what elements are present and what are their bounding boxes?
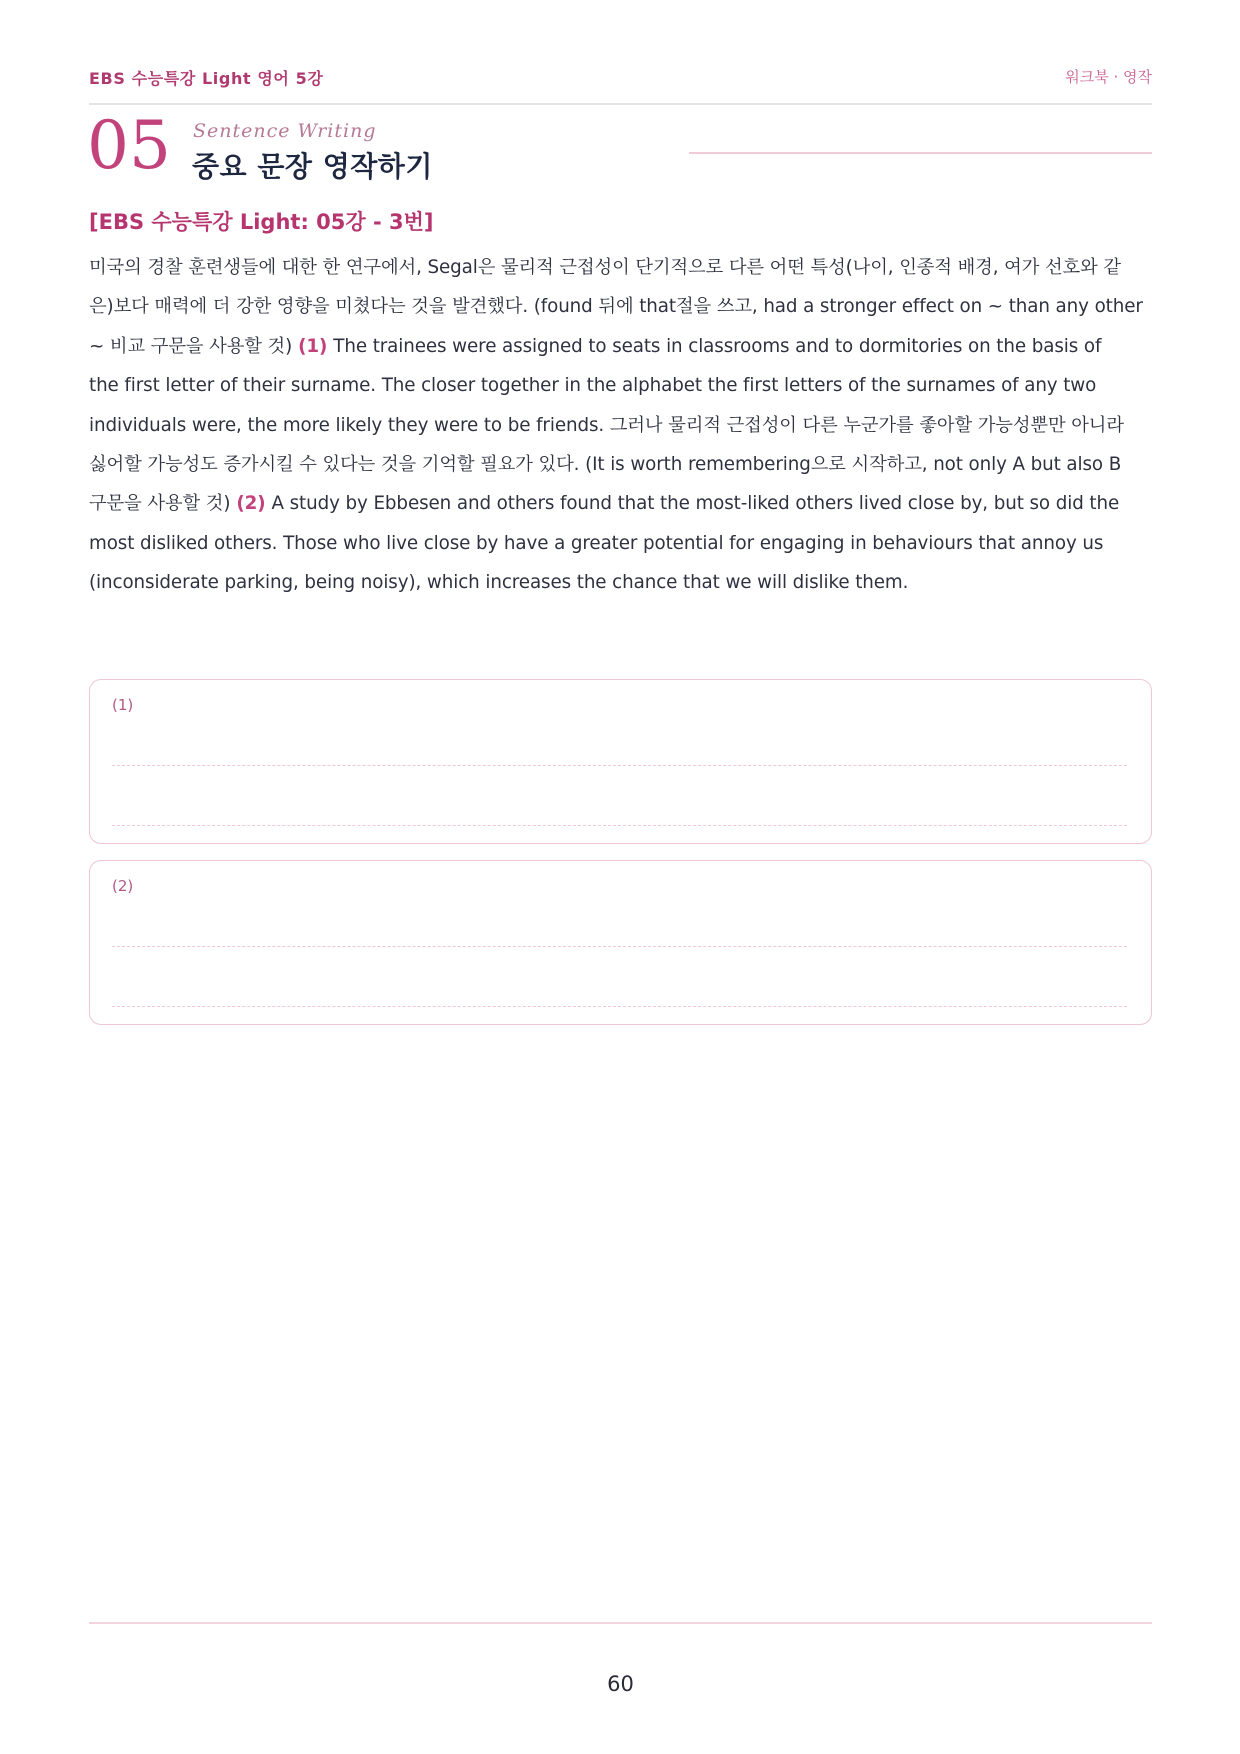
passage-text: 구문을 사용할 것) bbox=[89, 493, 231, 515]
problem-label: [EBS 수능특강 Light: 05강 - 3번] bbox=[89, 210, 434, 234]
passage-line bbox=[89, 327, 1152, 366]
passage-line: 미국의 경찰 훈련생들에 대한 한 연구에서, Segal은 물리적 근접성이 단기적으로 다른 어떤 특성(나이, 인종적 배경, 여가 선호와 같 bbox=[89, 257, 1121, 278]
passage-text: The trainees were assigned to seats in classrooms and to dormitories on the basis of bbox=[333, 335, 1102, 357]
page-number: 60 bbox=[607, 1672, 634, 1696]
workbook-page bbox=[89, 0, 1152, 1754]
passage-line bbox=[89, 484, 1152, 523]
header-section: 워크북 · 영작 bbox=[1065, 68, 1152, 86]
running-header bbox=[89, 66, 1152, 90]
answer-box-1[interactable] bbox=[89, 679, 1152, 844]
header-divider bbox=[89, 103, 1152, 105]
passage-line: the first letter of their surname. The closer together in the alphabet the first letters of the surnames of any two bbox=[89, 375, 1097, 397]
footer-divider bbox=[89, 1622, 1152, 1624]
blank-marker-2: (2) bbox=[236, 493, 266, 515]
passage-text: ~ 비교 구문을 사용할 것) bbox=[89, 335, 293, 357]
passage-line: 은)보다 매력에 더 강한 영향을 미쳤다는 것을 발견했다. (found 뒤에 that절을 쓰고, had a stronger effect on ~ than any other bbox=[89, 296, 1143, 318]
writing-line[interactable] bbox=[112, 946, 1127, 947]
passage-line: individuals were, the more likely they were to be friends. 그러나 물리적 근접성이 다른 누군가를 좋아할 가능성뿐만 아니라 bbox=[89, 414, 1124, 436]
section-subtitle: Sentence Writing bbox=[193, 120, 377, 142]
blank-marker-1: (1) bbox=[298, 335, 328, 357]
writing-line[interactable] bbox=[112, 825, 1127, 826]
passage-line: 싫어할 가능성도 증가시킬 수 있다는 것을 기억할 필요가 있다. (It is worth remembering으로 시작하고, not only A but also B bbox=[89, 453, 1122, 475]
section-number: 05 bbox=[87, 107, 171, 184]
answer-box-2[interactable] bbox=[89, 860, 1152, 1025]
title-divider bbox=[689, 152, 1152, 154]
writing-line[interactable] bbox=[112, 1006, 1127, 1007]
passage-text: A study by Ebbesen and others found that the most-liked others lived close by, but so did the bbox=[271, 493, 1120, 515]
header-course-title: EBS 수능특강 Light 영어 5강 bbox=[89, 69, 324, 88]
answer-label-1: (1) bbox=[112, 696, 134, 714]
answer-label-2: (2) bbox=[112, 877, 134, 895]
passage-line: most disliked others. Those who live close by have a greater potential for engaging in behaviours that annoy us bbox=[89, 532, 1104, 554]
section-title: 중요 문장 영작하기 bbox=[192, 150, 433, 183]
passage bbox=[89, 248, 1152, 603]
writing-line[interactable] bbox=[112, 765, 1127, 766]
passage-line: (inconsiderate parking, being noisy), which increases the chance that we will dislike them. bbox=[89, 572, 909, 594]
